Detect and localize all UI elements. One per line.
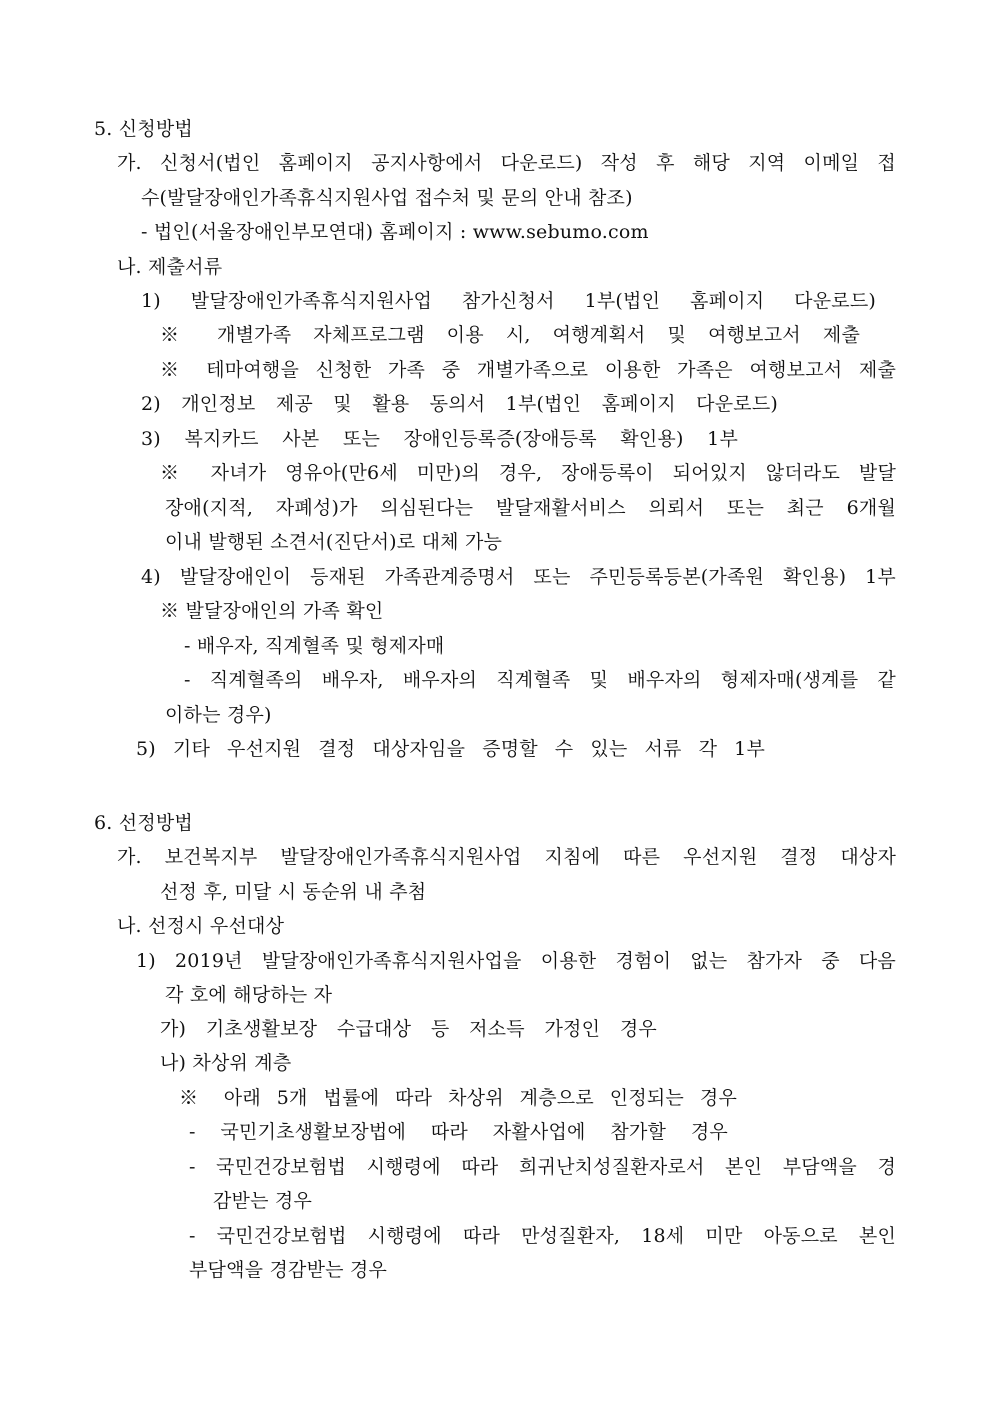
doc-item-3-note: ※ 자녀가 영유아(만6세 미만)의 경우, 장애등록이 되어있지 않더라도 발달 — [160, 462, 896, 484]
doc-item-2: 2) 개인정보 제공 및 활용 동의서 1부(법인 홈페이지 다운로드) — [141, 393, 778, 415]
near-poverty-law-2: - 국민건강보험법 시행령에 따라 희귀난치성질환자로서 본인 부담액을 경 — [189, 1156, 896, 1178]
doc-item-4: 4) 발달장애인이 등재된 가족관계증명서 또는 주민등록등본(가족원 확인용) 1부 — [141, 566, 896, 588]
section-5-item-ga-cont: 수(발달장애인가족휴식지원사업 접수처 및 문의 안내 참조) — [141, 187, 633, 209]
doc-item-3-note-cont-2: 이내 발행된 소견서(진단서)로 대체 가능 — [165, 531, 503, 553]
doc-item-3: 3) 복지카드 사본 또는 장애인등록증(장애등록 확인용) 1부 — [141, 428, 738, 450]
near-poverty-law-3: - 국민건강보험법 시행령에 따라 만성질환자, 18세 미만 아동으로 본인 — [189, 1225, 896, 1247]
priority-item-1-cont: 각 호에 해당하는 자 — [165, 984, 333, 1006]
priority-item-1: 1) 2019년 발달장애인가족휴식지원사업을 이용한 경험이 없는 참가자 중 다음 — [136, 950, 896, 972]
doc-item-4-family-2-cont: 이하는 경우) — [165, 704, 272, 726]
homepage-line: - 법인(서울장애인부모연대) 홈페이지 : www.sebumo.com — [141, 221, 649, 243]
doc-item-4-family-2: - 직계혈족의 배우자, 배우자의 직계혈족 및 배우자의 형제자매(생계를 같 — [184, 669, 896, 691]
priority-item-na: 나) 차상위 계층 — [160, 1052, 292, 1074]
section-6-item-ga-cont: 선정 후, 미달 시 동순위 내 추첨 — [160, 881, 427, 903]
priority-item-na-note: ※ 아래 5개 법률에 따라 차상위 계층으로 인정되는 경우 — [179, 1087, 737, 1109]
doc-item-5: 5) 기타 우선지원 결정 대상자임을 증명할 수 있는 서류 각 1부 — [136, 738, 765, 760]
near-poverty-law-1: - 국민기초생활보장법에 따라 자활사업에 참가할 경우 — [189, 1121, 728, 1143]
doc-item-1-note-1: ※ 개별가족 자체프로그램 이용 시, 여행계획서 및 여행보고서 제출 — [160, 324, 860, 346]
doc-item-4-note: ※ 발달장애인의 가족 확인 — [160, 600, 384, 622]
section-5-item-ga: 가. 신청서(법인 홈페이지 공지사항에서 다운로드) 작성 후 해당 지역 이메일 접 — [117, 152, 896, 174]
section-5-heading: 5. 신청방법 — [94, 118, 193, 140]
near-poverty-law-3-cont: 부담액을 경감받는 경우 — [189, 1259, 388, 1281]
doc-item-1-note-2: ※ 테마여행을 신청한 가족 중 개별가족으로 이용한 가족은 여행보고서 제출 — [160, 359, 896, 381]
near-poverty-law-2-cont: 감받는 경우 — [213, 1190, 313, 1212]
doc-item-4-family-1: - 배우자, 직계혈족 및 형제자매 — [184, 635, 445, 657]
doc-item-1: 1) 발달장애인가족휴식지원사업 참가신청서 1부(법인 홈페이지 다운로드) — [141, 290, 876, 312]
section-6-item-ga: 가. 보건복지부 발달장애인가족휴식지원사업 지침에 따른 우선지원 결정 대상자 — [117, 846, 896, 868]
priority-item-ga: 가) 기초생활보장 수급대상 등 저소득 가정인 경우 — [160, 1018, 657, 1040]
doc-item-3-note-cont-1: 장애(지적, 자폐성)가 의심된다는 발달재활서비스 의뢰서 또는 최근 6개월 — [165, 497, 896, 519]
section-6-heading: 6. 선정방법 — [94, 812, 193, 834]
section-5-item-na: 나. 제출서류 — [117, 256, 223, 278]
section-6-item-na: 나. 선정시 우선대상 — [117, 915, 285, 937]
